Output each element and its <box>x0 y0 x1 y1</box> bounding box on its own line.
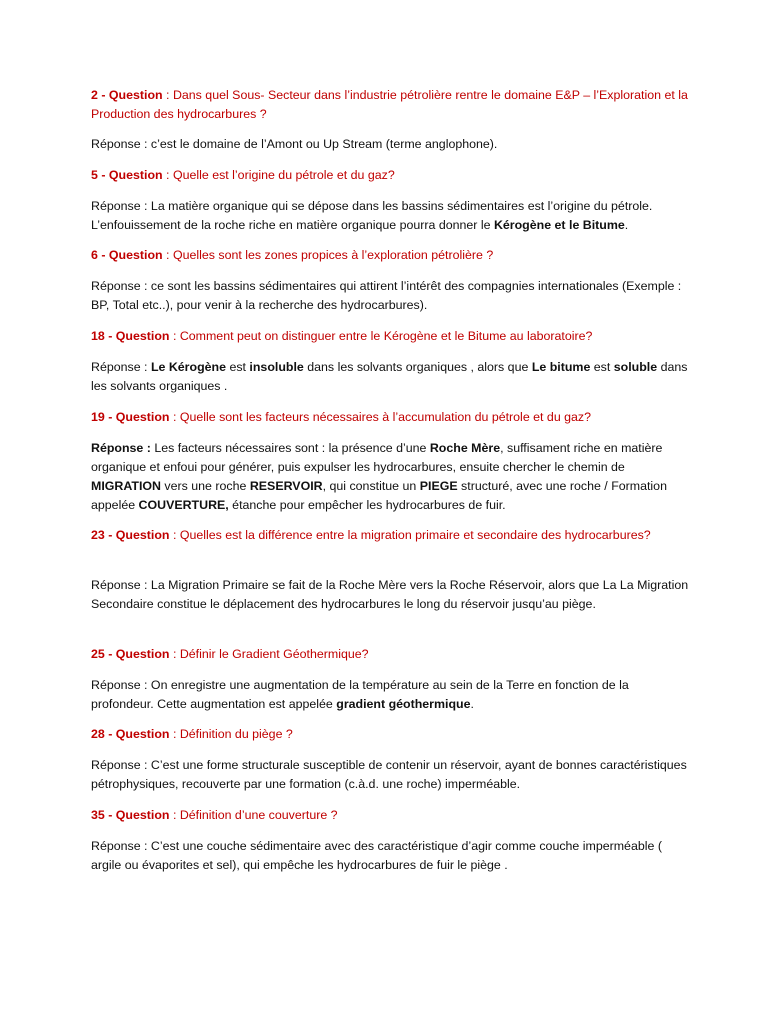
answer-bold-term: RESERVOIR <box>249 479 323 493</box>
answer-bold-term: Kérogène et le Bitume <box>493 218 625 232</box>
answer-text: Réponse : La matière organique qui se dépose dans les bassins sédimentaires est l’origine du pétrole. L’enfouissement de la roche riche en matière organique pourra donner le <box>91 199 653 232</box>
question-19 <box>91 408 691 427</box>
answer-18 <box>91 358 691 396</box>
question-number: 2 - Question <box>91 88 163 102</box>
question-number: 19 - Question <box>91 410 170 424</box>
answer-bold-term: soluble <box>613 360 658 374</box>
answer-bold-term: insoluble <box>249 360 304 374</box>
answer-text: dans les solvants organiques . <box>91 360 688 393</box>
answer-bold-term: PIEGE <box>419 479 458 493</box>
answer-text: . <box>624 218 629 232</box>
question-35 <box>91 806 691 825</box>
answer-bold-term: gradient géothermique <box>336 697 471 711</box>
question-separator: : <box>169 808 180 822</box>
question-text: Définition d’une couverture ? <box>179 808 338 822</box>
answer-text: est <box>590 360 614 374</box>
question-text: Comment peut on distinguer entre le Kérogène et le Bitume au laboratoire? <box>179 329 593 343</box>
answer-text: Réponse : c’est le domaine de l’Amont ou Up Stream (terme anglophone). <box>91 137 498 151</box>
question-text: Quelles est la différence entre la migration primaire et secondaire des hydrocarbures? <box>179 528 651 542</box>
answer-6 <box>91 277 691 315</box>
question-28 <box>91 725 691 744</box>
question-number: 23 - Question <box>91 528 170 542</box>
question-separator: : <box>162 88 173 102</box>
answer-text: structuré, avec une roche / Formation appelée <box>91 479 667 512</box>
question-number: 5 - Question <box>91 168 163 182</box>
answer-35 <box>91 837 691 875</box>
answer-text: Réponse : ce sont les bassins sédimentaires qui attirent l’intérêt des compagnies internationales (Exemple : BP, Total etc..), pour venir à la recherche des hydrocarbures). <box>91 279 682 312</box>
question-separator: : <box>169 528 180 542</box>
answer-text: Réponse : La Migration Primaire se fait de la Roche Mère vers la Roche Réservoir, alors que La La Migration Secondaire constitue le déplacement des hydrocarbures le long du réservoir jusqu’au piège. <box>91 578 689 611</box>
question-number: 35 - Question <box>91 808 170 822</box>
question-separator: : <box>169 410 180 424</box>
question-25 <box>91 645 691 664</box>
answer-text: Réponse : <box>91 360 151 374</box>
answer-text: Les facteurs nécessaires sont : la présence d’une <box>150 441 430 455</box>
answer-23 <box>91 576 691 614</box>
question-separator: : <box>169 727 180 741</box>
answer-bold-term: COUVERTURE, <box>138 498 229 512</box>
question-text: Quelle est l’origine du pétrole et du gaz? <box>172 168 395 182</box>
answer-text: , suffisament riche en matière organique et enfoui pour générer, puis expulser les hydrocarbures, ensuite chercher le chemin de <box>91 441 663 474</box>
question-6 <box>91 246 691 265</box>
answer-text: Réponse : On enregistre une augmentation de la température au sein de la Terre en fonction de la profondeur. Cette augmentation est appelée <box>91 678 629 711</box>
answer-text: dans les solvants organiques , alors que <box>303 360 532 374</box>
answer-25 <box>91 676 691 714</box>
answer-5 <box>91 197 691 235</box>
question-2 <box>91 86 691 124</box>
question-text: Quelles sont les zones propices à l’exploration pétrolière ? <box>172 248 494 262</box>
answer-bold-term: Réponse : <box>91 441 151 455</box>
question-separator: : <box>162 248 173 262</box>
question-text: Définition du piège ? <box>179 727 293 741</box>
answer-2 <box>91 135 691 154</box>
answer-19 <box>91 439 691 515</box>
answer-text: . <box>470 697 474 711</box>
question-number: 18 - Question <box>91 329 170 343</box>
answer-text: vers une roche <box>160 479 250 493</box>
question-separator: : <box>169 329 180 343</box>
answer-bold-term: Le Kérogène <box>150 360 226 374</box>
question-number: 6 - Question <box>91 248 163 262</box>
question-text: Dans quel Sous- Secteur dans l’industrie pétrolière rentre le domaine E&P – l’Exploration et la Production des hydrocarbures ? <box>91 88 688 121</box>
question-23 <box>91 526 691 545</box>
answer-text: Réponse : C’est une forme structurale susceptible de contenir un réservoir, ayant de bonnes caractéristiques pétrophysiques, recouverte par une formation (c.à.d. une roche) imperméable. <box>91 758 687 791</box>
question-18 <box>91 327 691 346</box>
question-5 <box>91 166 691 185</box>
question-separator: : <box>162 168 173 182</box>
answer-text: étanche pour empêcher les hydrocarbures de fuir. <box>228 498 506 512</box>
answer-28 <box>91 756 691 794</box>
question-separator: : <box>169 647 180 661</box>
question-number: 28 - Question <box>91 727 170 741</box>
answer-text: est <box>226 360 250 374</box>
answer-text: Réponse : C’est une couche sédimentaire avec des caractéristique d’agir comme couche imperméable ( argile ou évaporites et sel), qui empêche les hydrocarbures de fuir le piège . <box>91 839 662 872</box>
question-text: Quelle sont les facteurs nécessaires à l’accumulation du pétrole et du gaz? <box>179 410 592 424</box>
question-number: 25 - Question <box>91 647 170 661</box>
question-text: Définir le Gradient Géothermique? <box>179 647 369 661</box>
answer-text: , qui constitue un <box>322 479 420 493</box>
answer-bold-term: Le bitume <box>531 360 591 374</box>
answer-bold-term: MIGRATION <box>91 479 161 493</box>
answer-bold-term: Roche Mère <box>429 441 501 455</box>
